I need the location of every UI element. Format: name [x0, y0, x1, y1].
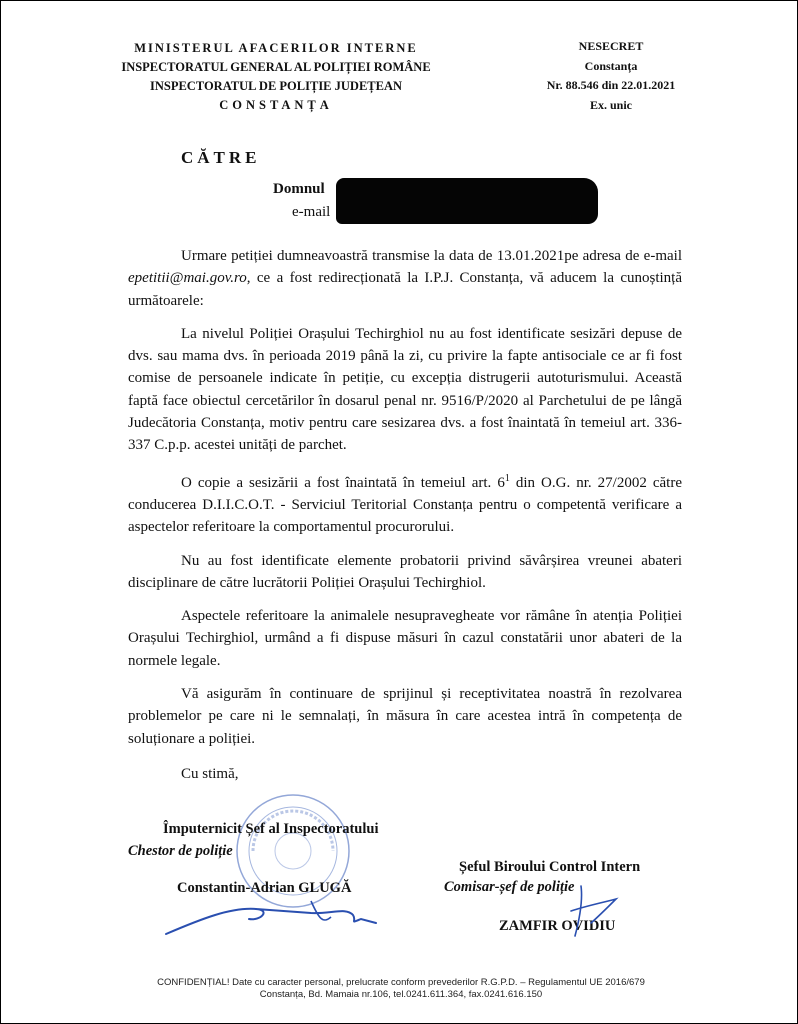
- right-handwritten-signature: [561, 881, 631, 941]
- right-signatory-title: Șeful Biroului Control Intern: [459, 859, 641, 875]
- paragraph-6: Vă asigurăm în continuare de sprijinul și receptivitatea noastră în rezolvarea problemelor pe care ni le semnalați, în măsura în care acestea intră în competența de soluționare a poliției.: [128, 686, 682, 747]
- paragraph-3-superscript: 1: [504, 472, 510, 484]
- issuer-header: [101, 39, 451, 115]
- recipient-salutation: Domnul: [273, 181, 325, 197]
- left-signatory-rank: Chestor de poliție: [128, 843, 233, 859]
- inspectorate-general-name: INSPECTORATUL GENERAL AL POLIȚIEI ROMÂNE: [121, 60, 431, 74]
- right-signatory-rank: Comisar-șef de poliție: [444, 879, 575, 895]
- city-label: Constanța: [584, 58, 638, 73]
- letter-body: [128, 245, 682, 761]
- left-handwritten-signature: [161, 879, 381, 939]
- left-signatory-title: Împuternicit Șef al Inspectoratului: [163, 821, 379, 837]
- closing-line: Cu stimă,: [181, 766, 239, 782]
- inspectorate-county-city: CONSTANȚA: [219, 98, 333, 112]
- paragraph-1-text: Urmare petiției dumneavoastră transmise la data de 13.01.2021pe adresa de e-mail epetitii@mai.gov.ro, ce a fost redirecționată la I.P.J. Constanța, vă aducem la cunoștință următoarele:: [128, 248, 682, 309]
- recipient-email-label: e-mail: [292, 204, 331, 220]
- page-footer: [121, 977, 681, 1001]
- classification-label: NESECRET: [578, 39, 644, 53]
- paragraph-3-text-a: O copie a sesizării a fost înaintată în temeiul art. 6: [181, 474, 505, 491]
- footer-confidentiality-note: CONFIDENȚIAL! Date cu caracter personal, prelucrate conform prevederilor R.G.P.D. – Regulamentul UE 2016/679: [157, 977, 645, 988]
- left-signatory-name: Constantin-Adrian GLUGĂ: [177, 880, 352, 896]
- inspectorate-county-name: INSPECTORATUL DE POLIȚIE JUDEȚEAN: [149, 79, 403, 93]
- recipient-heading: CĂTRE: [181, 148, 261, 167]
- paragraph-4: Nu au fost identificate elemente probatorii privind săvârșirea vreunei abateri disciplinare de către lucrătorii Poliției Orașului Techirghiol.: [128, 552, 682, 591]
- ministry-name: MINISTERUL AFACERILOR INTERNE: [134, 41, 418, 55]
- registration-number: Nr. 88.546 din 22.01.2021: [546, 78, 676, 92]
- petition-email-address: epetitii@mai.gov.ro: [128, 270, 247, 287]
- paragraph-1: [128, 245, 682, 312]
- paragraph-3: [128, 468, 682, 539]
- paragraph-3-text-b: din O.G. nr. 27/2002 către conducerea D.I.I.C.O.T. - Serviciul Teritorial Constanța pentru o competentă verificare a aspectelor referitoare la comportamentul procurorului.: [128, 474, 682, 536]
- registration-block: [501, 37, 721, 115]
- copy-label: Ex. unic: [589, 97, 632, 112]
- right-signatory-name: ZAMFIR OVIDIU: [499, 918, 616, 934]
- paragraph-5: Aspectele referitoare la animalele nesupravegheate vor rămâne în atenția Poliției Orașului Techirghiol, urmând a fi dispuse măsuri în cazul constatării unor abateri de la normele legale.: [128, 608, 682, 669]
- redaction-block: [336, 178, 598, 224]
- footer-address: Constanța, Bd. Mamaia nr.106, tel.0241.611.364, fax.0241.616.150: [259, 989, 543, 1000]
- paragraph-2: La nivelul Poliției Orașului Techirghiol nu au fost identificate sesizări depuse de dvs. sau mama dvs. în perioada 2019 până la zi, cu privire la fapte antisociale ce ar fi fost comise de persoanele indicate în petiție, cu excepția distrugerii autoturismului. Această faptă face obiectul cercetărilor în dosarul penal nr. 9516/P/2020 al Parchetului de pe lângă Judecătoria Constanța, motiv pentru care sesizarea dvs. a fost înaintată în temeiul art. 336-337 C.p.p. acestei unități de parchet.: [128, 325, 682, 454]
